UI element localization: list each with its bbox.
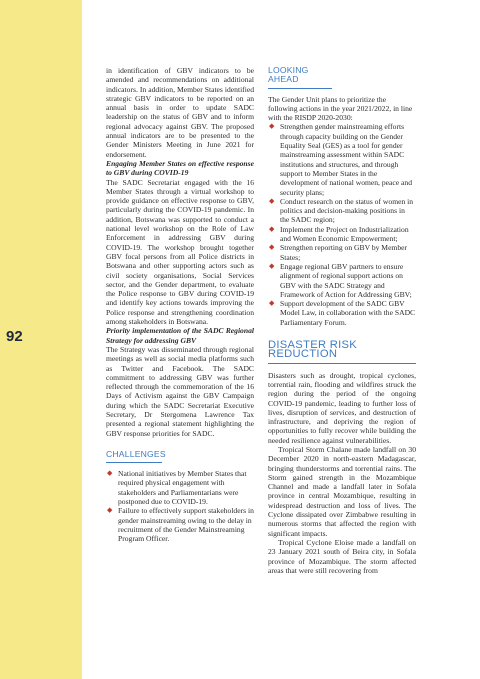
list-item-text: Strengthen reporting on GBV by Member States; [280, 243, 408, 262]
list-item-text: Support development of the SADC GBV Model Law, in collaboration with the SADC Parliamentary Forum. [280, 299, 416, 327]
looking-ahead-heading: LOOKING AHEAD [268, 66, 332, 89]
section1-body: The SADC Secretariat engaged with the 16 Member States through a virtual workshop to provide guidance on effective response to GBV, particularly during the COVID-19 pandemic. In addition, Botswana was supported to conduct a national level workshop on the Role of Law Enforcement in addressing GBV during COVID-19. The workshop brought together GBV focal persons from all Police districts in Botswana and other supporting actors such as civil society organisations, Social Services sector, and the Gender department, to evaluate the Police response to GBV during COVID-19 and identify key actions towards improving the Police response and strengthening coordination among stakeholders in Botswana. [106, 177, 254, 327]
disaster-paragraph-1: Disasters such as drought, tropical cyclones, torrential rain, flooding and wildfires struck the region during the period of the ongoing COVID-19 pandemic, leading to further loss of lives, disruption of services, and destruction of infrastructure, and depriving the region of opportunities to fully recover while building the needed resilience against vulnerabilities. [268, 370, 416, 445]
list-item [106, 506, 254, 543]
list-item [268, 299, 416, 327]
left-column [106, 66, 254, 544]
right-column [268, 66, 416, 575]
diamond-bullet-icon: ◆ [107, 506, 113, 515]
list-item [268, 122, 416, 196]
list-item-text: National initiatives by Member States that required physical engagement with stakeholders and Parliamentarians were postponed due to COVID-19. [118, 469, 247, 507]
list-item [268, 243, 416, 262]
disaster-heading: DISASTER RISK REDUCTION [268, 341, 416, 364]
disaster-paragraph-2: Tropical Storm Chalane made landfall on 30 December 2020 in north-eastern Madagascar, bringing thunderstorms and torrential rains. The Storm gained strength in the Mozambique Channel and made a landfall later in Sofala province in central Mozambique, resulting in widespread destruction and loss of lives. The Cyclone dissipated over Zimbabwe resulting in numerous storms that affected the region with significant impacts. [268, 444, 416, 538]
list-item [106, 469, 254, 506]
diamond-bullet-icon: ◆ [269, 224, 275, 233]
looking-ahead-intro: The Gender Unit plans to prioritize the following actions in the year 2021/2022, in line with the RISDP 2020-2030: [268, 94, 413, 123]
list-item [268, 225, 416, 244]
section1-title: Engaging Member States on effective response to GBV during COVID-19 [106, 158, 254, 178]
list-item-text: Failure to effectively support stakeholders in gender mainstreaming owing to the delay in recruitment of the Gender Mainstreaming Program Officer. [118, 506, 254, 544]
diamond-bullet-icon: ◆ [269, 243, 275, 252]
disaster-paragraph-3: Tropical Cyclone Eloise made a landfall on 23 January 2021 south of Beira city, in Sofala province of Mozambique. The storm affected areas that were still recovering from [268, 537, 416, 575]
list-item [268, 197, 416, 225]
page-number: 92 [6, 328, 23, 345]
list-item-text: Conduct research on the status of women in politics and decision-making positions in the SADC region; [280, 196, 414, 225]
list-item-text: Strengthen gender mainstreaming efforts through capacity building on the Gender Equality Seal (GES) as a tool for gender mainstreaming assessment within SADC institutions and structures, and through support to Member States in the development of national women, peace and security plans; [280, 122, 412, 197]
list-item-text: Engage regional GBV partners to ensure alignment of regional support actions on GBV with the SADC Strategy and Framework of Action for Addressing GBV; [280, 261, 412, 299]
diamond-bullet-icon: ◆ [107, 469, 113, 478]
section2-body: The Strategy was disseminated through regional meetings as well as social media platforms such as Twitter and Facebook. The SADC commitment to addressing GBV was further reflected through the commemoration of the 16 Days of Activism against the GBV Campaign during which the SADC Secretariat Executive Secretary, Dr Stergomena Lawrence Tax presented a regional statement highlighting the GBV response priorities for SADC. [106, 344, 254, 438]
challenges-heading: CHALLENGES [106, 450, 162, 463]
list-item-text: Implement the Project on Industrialization and Women Economic Empowerment; [280, 224, 409, 244]
challenges-list [106, 469, 254, 543]
list-item [268, 262, 416, 299]
looking-ahead-list [268, 122, 416, 327]
diamond-bullet-icon: ◆ [269, 196, 275, 205]
diamond-bullet-icon: ◆ [269, 299, 275, 308]
diamond-bullet-icon: ◆ [269, 122, 275, 131]
diamond-bullet-icon: ◆ [269, 261, 275, 270]
intro-paragraph: in identification of GBV indicators to be amended and recommendations on additional indicators. In addition, Member States identified strategic GBV indicators to be reported on an annual basis in order to update SADC leadership on the status of GBV and to inform regional advocacy against GBV. The proposed annual indicators are to be presented to the Gender Ministers Meeting in June 2021 for endorsement. [106, 66, 254, 159]
section2-title: Priority implementation of the SADC Regional Strategy for addressing GBV [106, 326, 254, 345]
